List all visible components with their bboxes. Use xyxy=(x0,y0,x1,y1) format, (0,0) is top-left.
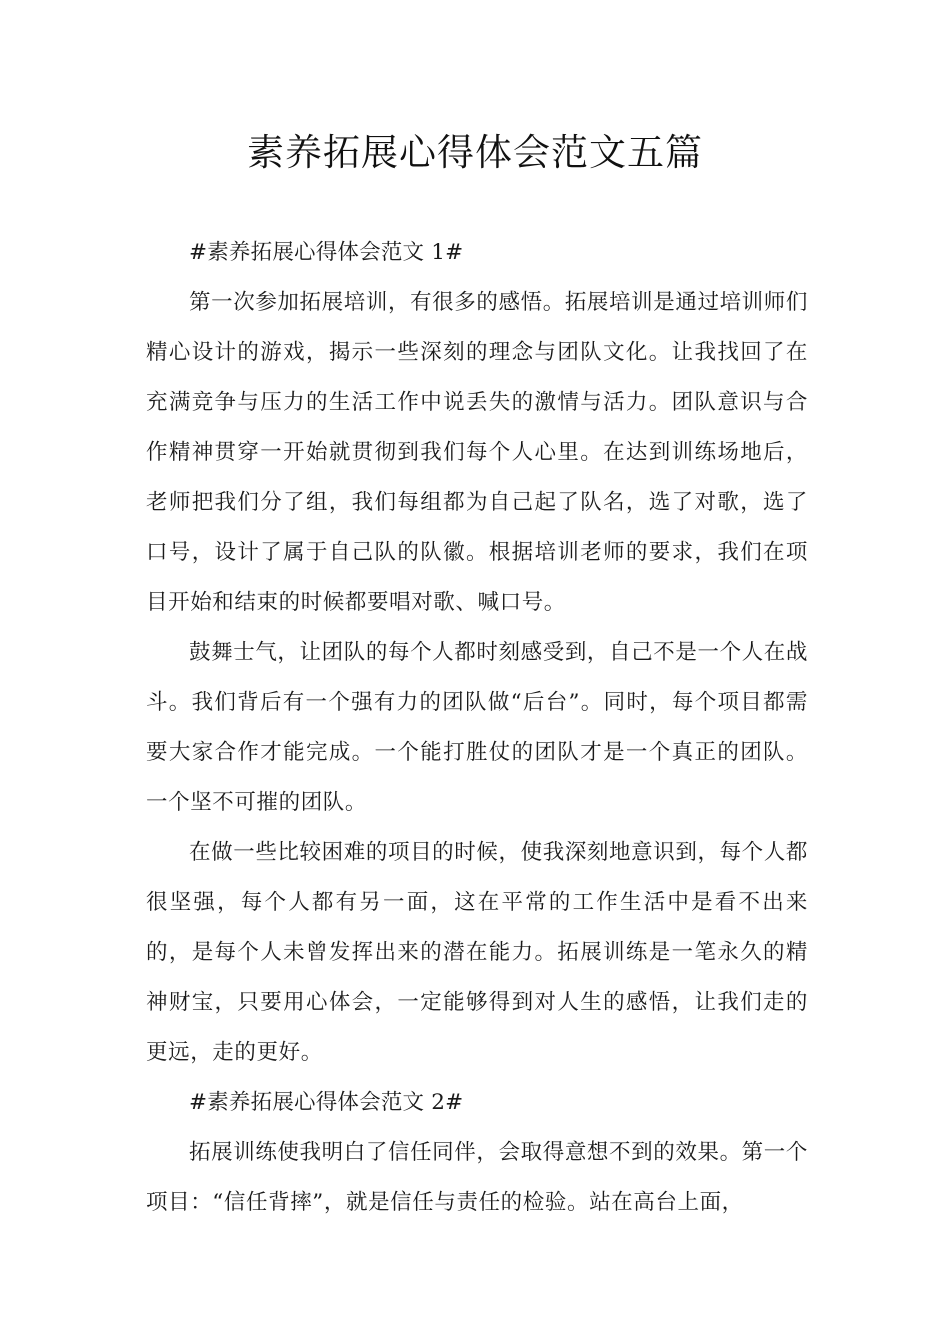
paragraph-2: 鼓舞士气，让团队的每个人都时刻感受到，自己不是一个人在战斗。我们背后有一个强有力的团队做“后台”。同时，每个项目都需要大家合作才能完成。一个能打胜仗的团队才是一个真正的团队。一个坚不可摧的团队。 xyxy=(146,640,808,815)
section-heading-1: #素养拓展心得体会范文 1# xyxy=(189,240,464,265)
paragraph-4: 拓展训练使我明白了信任同伴，会取得意想不到的效果。第一个项目：“信任背摔”，就是信任与责任的检验。站在高台上面， xyxy=(146,1140,808,1215)
document-body xyxy=(146,228,808,1228)
paragraph-3: 在做一些比较困难的项目的时候，使我深刻地意识到，每个人都很坚强，每个人都有另一面，这在平常的工作生活中是看不出来的，是每个人未曾发挥出来的潜在能力。拓展训练是一笔永久的精神财宝，只要用心体会，一定能够得到对人生的感悟，让我们走的更远，走的更好。 xyxy=(146,840,808,1065)
document-title: 素养拓展心得体会范文五篇 xyxy=(247,131,703,174)
section-heading-2: #素养拓展心得体会范文 2# xyxy=(189,1090,464,1115)
paragraph-1: 第一次参加拓展培训，有很多的感悟。拓展培训是通过培训师们精心设计的游戏，揭示一些深刻的理念与团队文化。让我找回了在充满竞争与压力的生活工作中说丢失的激情与活力。团队意识与合作精神贯穿一开始就贯彻到我们每个人心里。在达到训练场地后，老师把我们分了组，我们每组都为自己起了队名，选了对歌，选了口号，设计了属于自己队的队徽。根据培训老师的要求，我们在项目开始和结束的时候都要唱对歌、喊口号。 xyxy=(146,290,808,615)
